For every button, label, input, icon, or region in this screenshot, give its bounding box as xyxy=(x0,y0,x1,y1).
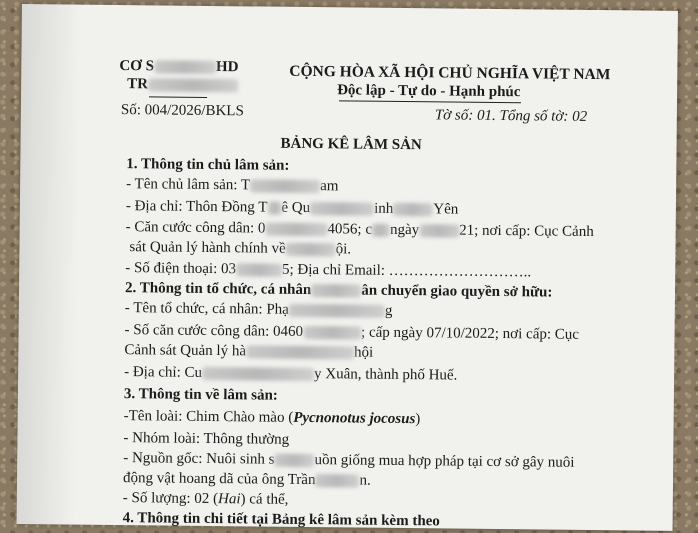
redacted-text xyxy=(286,243,336,257)
redacted-name xyxy=(289,304,385,318)
redacted-text xyxy=(267,202,281,215)
redacted-id xyxy=(303,326,361,340)
document-page xyxy=(17,4,678,531)
redacted-text xyxy=(372,224,390,237)
section1-heading: 1. Thông tin chủ lâm sản: xyxy=(126,156,290,174)
redacted-text xyxy=(393,203,433,216)
redacted-text xyxy=(246,345,354,359)
species-origin: - Nguồn gốc: Nuôi sinh s uồn giống mua hợp pháp tại cơ sở gây nuôi xyxy=(123,450,575,471)
section2-heading: 2. Thông tin tổ chức, cá nhân ân chuyển giao quyền sở hữu: xyxy=(124,280,553,301)
owner-name: - Tên chủ lâm sản: T am xyxy=(126,176,339,195)
transferor-name: - Tên tổ chức, cá nhân: Phạ g xyxy=(124,300,393,319)
motto: Độc lập - Tự do - Hạnh phúc xyxy=(337,82,521,101)
redacted-date xyxy=(419,224,459,237)
national-title: CỘNG HÒA XÃ HỘI CHỦ NGHĨA VIỆT NAM xyxy=(289,62,611,84)
owner-id: - Căn cước công dân: 0 4056; c ngày 21; nơi cấp: Cục Cảnh xyxy=(125,219,594,240)
redacted-phone xyxy=(236,263,282,276)
owner-address: - Địa chỉ: Thôn Đồng T ê Qu inh Yên xyxy=(125,198,459,218)
transferor-id-line2: Cảnh sát Quản lý hà hội xyxy=(124,342,374,361)
species-group: - Nhóm loài: Thông thường xyxy=(123,430,290,448)
redacted-text xyxy=(310,202,374,216)
redacted-name xyxy=(315,474,359,487)
transferor-address: - Địa chỉ: Cu y Xuân, thành phố Huế. xyxy=(124,364,458,384)
doc-number: Số: 004/2026/BKLS xyxy=(120,102,244,120)
section4-heading: 4. Thông tin chi tiết tại Bảng kê lâm sản kèm theo xyxy=(122,510,440,530)
section3-heading: 3. Thông tin về lâm sản: xyxy=(123,386,278,404)
redacted-address xyxy=(202,367,314,381)
species-origin-line2: động vật hoang dã của ông Trần n. xyxy=(122,470,371,489)
redacted-name xyxy=(250,179,320,193)
redacted-text xyxy=(311,284,361,298)
redacted-org xyxy=(154,60,216,74)
document-title: BẢNG KÊ LÂM SẢN xyxy=(280,135,422,154)
org-underline xyxy=(149,96,207,98)
sheet-info: Tờ số: 01. Tổng số tờ: 02 xyxy=(434,107,588,125)
org-name-line1: CƠ S HD xyxy=(119,58,239,76)
page-shadow xyxy=(17,4,82,525)
species-quantity: - Số lượng: 02 (Hai) cá thể, xyxy=(122,490,289,508)
species-name: -Tên loài: Chim Chào mào (Pycnonotus jocosus) xyxy=(123,408,421,428)
redacted-id xyxy=(265,223,327,237)
owner-phone: - Số điện thoại: 03 5; Địa chỉ Email: ……………………….. xyxy=(125,260,532,281)
transferor-id: - Số căn cước công dân: 0460 ; cấp ngày 07/10/2022; nơi cấp: Cục xyxy=(124,322,580,343)
redacted-org xyxy=(148,78,238,92)
redacted-text xyxy=(274,454,314,467)
owner-id-line2: sát Quản lý hành chính về ội. xyxy=(129,239,352,258)
org-name-line2: TR xyxy=(127,75,238,94)
